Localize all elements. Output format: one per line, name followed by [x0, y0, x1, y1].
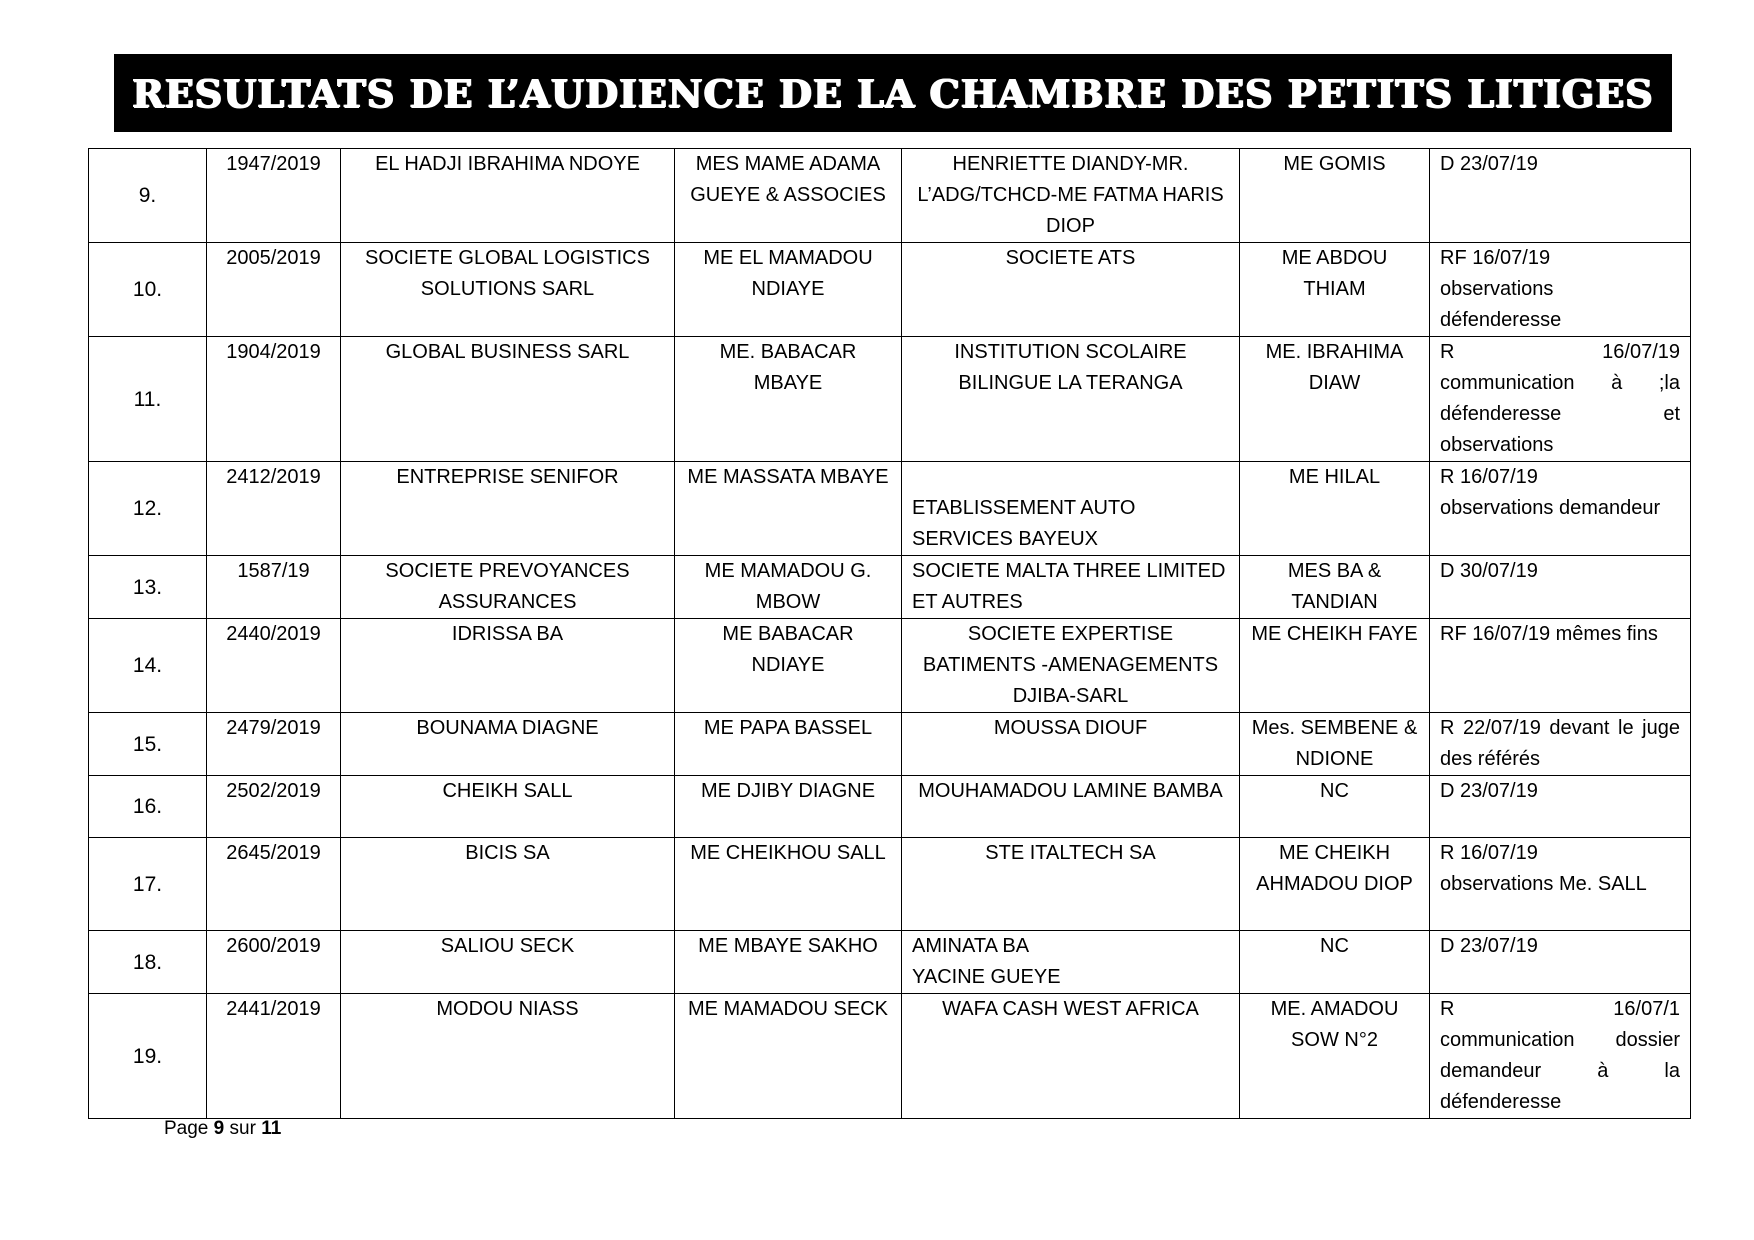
decision: R 22/07/19 devant le juge des référés — [1430, 713, 1691, 776]
defendant-lawyer: ME. AMADOU SOW N°2 — [1240, 994, 1430, 1119]
table-row — [89, 994, 1691, 1119]
defendant-lawyer: ME GOMIS — [1240, 149, 1430, 243]
decision — [1430, 776, 1691, 838]
defendant-line: YACINE GUEYE — [912, 966, 1061, 988]
plaintiff-lawyer: ME CHEIKHOU SALL — [675, 838, 902, 931]
defendant: STE ITALTECH SA — [902, 838, 1240, 931]
decision-date: 16/07/1 — [1613, 998, 1680, 1020]
decision — [1430, 149, 1691, 243]
row-number: 19. — [89, 994, 207, 1119]
plaintiff-lawyer: ME MAMADOU SECK — [675, 994, 902, 1119]
decision-detail: communication dossier demandeur à la défenderesse — [1440, 1029, 1680, 1113]
row-number: 12. — [89, 462, 207, 556]
case-reference: 2645/2019 — [207, 838, 341, 931]
decision-code: R — [1440, 842, 1455, 864]
row-number: 10. — [89, 243, 207, 337]
defendant-lawyer: ME ABDOU THIAM — [1240, 243, 1430, 337]
case-reference: 2005/2019 — [207, 243, 341, 337]
defendant-lawyer: NC — [1240, 931, 1430, 994]
decision-text: D 23/07/19 — [1440, 780, 1538, 802]
table-row — [89, 838, 1691, 931]
sur-label: sur — [229, 1118, 256, 1139]
row-number: 13. — [89, 556, 207, 619]
decision-code: R — [1440, 998, 1455, 1020]
case-reference: 2440/2019 — [207, 619, 341, 713]
page-total: 11 — [261, 1118, 282, 1139]
page-current: 9 — [213, 1118, 225, 1139]
case-reference: 1587/19 — [207, 556, 341, 619]
plaintiff: IDRISSA BA — [341, 619, 675, 713]
title-banner — [114, 54, 1672, 132]
case-reference: 2441/2019 — [207, 994, 341, 1119]
plaintiff: MODOU NIASS — [341, 994, 675, 1119]
defendant-line: AMINATA BA — [912, 935, 1030, 957]
defendant: SOCIETE MALTA THREE LIMITED ET AUTRES — [902, 556, 1240, 619]
decision-text: D 23/07/19 — [1440, 935, 1538, 957]
defendant: WAFA CASH WEST AFRICA — [902, 994, 1240, 1119]
defendant: SOCIETE EXPERTISE BATIMENTS -AMENAGEMENTS DJIBA-SARL — [902, 619, 1240, 713]
plaintiff-lawyer: ME MASSATA MBAYE — [675, 462, 902, 556]
decision-detail: observations demandeur — [1440, 497, 1661, 519]
plaintiff: BICIS SA — [341, 838, 675, 931]
plaintiff-lawyer: ME MBAYE SAKHO — [675, 931, 902, 994]
plaintiff-lawyer: ME DJIBY DIAGNE — [675, 776, 902, 838]
decision-detail: observations Me. SALL — [1440, 873, 1647, 895]
table-row — [89, 619, 1691, 713]
row-number: 18. — [89, 931, 207, 994]
defendant: MOUHAMADOU LAMINE BAMBA — [902, 776, 1240, 838]
row-number: 14. — [89, 619, 207, 713]
table-row — [89, 776, 1691, 838]
case-reference: 2502/2019 — [207, 776, 341, 838]
defendant-lawyer: ME HILAL — [1240, 462, 1430, 556]
row-number: 11. — [89, 337, 207, 462]
case-reference: 1904/2019 — [207, 337, 341, 462]
case-reference: 1947/2019 — [207, 149, 341, 243]
plaintiff-lawyer: ME. BABACAR MBAYE — [675, 337, 902, 462]
table-row — [89, 337, 1691, 462]
plaintiff: BOUNAMA DIAGNE — [341, 713, 675, 776]
decision: RF 16/07/19 mêmes fins — [1430, 619, 1691, 713]
defendant-lawyer: Mes. SEMBENE & NDIONE — [1240, 713, 1430, 776]
decision-date: 16/07/19 — [1602, 341, 1680, 363]
plaintiff-lawyer: ME PAPA BASSEL — [675, 713, 902, 776]
decision — [1430, 243, 1691, 337]
decision-code: R — [1440, 341, 1455, 363]
plaintiff: SOCIETE GLOBAL LOGISTICS SOLUTIONS SARL — [341, 243, 675, 337]
defendant-lawyer: ME. IBRAHIMA DIAW — [1240, 337, 1430, 462]
decision — [1430, 838, 1691, 931]
defendant: MOUSSA DIOUF — [902, 713, 1240, 776]
table-row — [89, 149, 1691, 243]
decision-text: D 30/07/19 — [1440, 560, 1538, 582]
row-number: 15. — [89, 713, 207, 776]
plaintiff-lawyer: ME MAMADOU G. MBOW — [675, 556, 902, 619]
decision — [1430, 931, 1691, 994]
row-number: 17. — [89, 838, 207, 931]
row-number: 9. — [89, 149, 207, 243]
defendant: SOCIETE ATS — [902, 243, 1240, 337]
decision — [1430, 994, 1691, 1119]
table-row — [89, 713, 1691, 776]
defendant: ETABLISSEMENT AUTO SERVICES BAYEUX — [902, 462, 1240, 556]
defendant-lawyer: NC — [1240, 776, 1430, 838]
plaintiff: SALIOU SECK — [341, 931, 675, 994]
page-footer — [164, 1118, 281, 1140]
plaintiff: CHEIKH SALL — [341, 776, 675, 838]
defendant-lawyer: ME CHEIKH FAYE — [1240, 619, 1430, 713]
decision-detail: communication à ;la défenderesse et observations — [1440, 372, 1680, 456]
decision — [1430, 462, 1691, 556]
defendant: HENRIETTE DIANDY-MR. L’ADG/TCHCD-ME FATMA HARIS DIOP — [902, 149, 1240, 243]
decision-detail: observations défenderesse — [1440, 278, 1562, 331]
case-reference: 2412/2019 — [207, 462, 341, 556]
decision-date: 16/07/19 — [1460, 842, 1538, 864]
plaintiff: SOCIETE PREVOYANCES ASSURANCES — [341, 556, 675, 619]
table-row — [89, 931, 1691, 994]
decision-code: R — [1440, 466, 1455, 488]
plaintiff-lawyer: MES MAME ADAMA GUEYE & ASSOCIES — [675, 149, 902, 243]
case-reference: 2479/2019 — [207, 713, 341, 776]
decision-code: RF — [1440, 247, 1467, 269]
plaintiff: ENTREPRISE SENIFOR — [341, 462, 675, 556]
case-reference: 2600/2019 — [207, 931, 341, 994]
page-label: Page — [164, 1118, 209, 1139]
decision-date: 16/07/19 — [1460, 466, 1538, 488]
plaintiff-lawyer: ME BABACAR NDIAYE — [675, 619, 902, 713]
decision-text: D 23/07/19 — [1440, 153, 1538, 175]
plaintiff-lawyer: ME EL MAMADOU NDIAYE — [675, 243, 902, 337]
page-title: RESULTATS DE L’AUDIENCE DE LA CHAMBRE DES PETITS LITIGES — [132, 70, 1654, 116]
decision — [1430, 337, 1691, 462]
defendant: INSTITUTION SCOLAIRE BILINGUE LA TERANGA — [902, 337, 1240, 462]
defendant — [902, 931, 1240, 994]
decision-date: 16/07/19 — [1472, 247, 1551, 269]
row-number: 16. — [89, 776, 207, 838]
table-row — [89, 462, 1691, 556]
decision — [1430, 556, 1691, 619]
table-row — [89, 243, 1691, 337]
results-table — [88, 148, 1691, 1119]
plaintiff: GLOBAL BUSINESS SARL — [341, 337, 675, 462]
defendant-lawyer: MES BA & TANDIAN — [1240, 556, 1430, 619]
defendant-lawyer: ME CHEIKH AHMADOU DIOP — [1240, 838, 1430, 931]
table-row — [89, 556, 1691, 619]
plaintiff: EL HADJI IBRAHIMA NDOYE — [341, 149, 675, 243]
